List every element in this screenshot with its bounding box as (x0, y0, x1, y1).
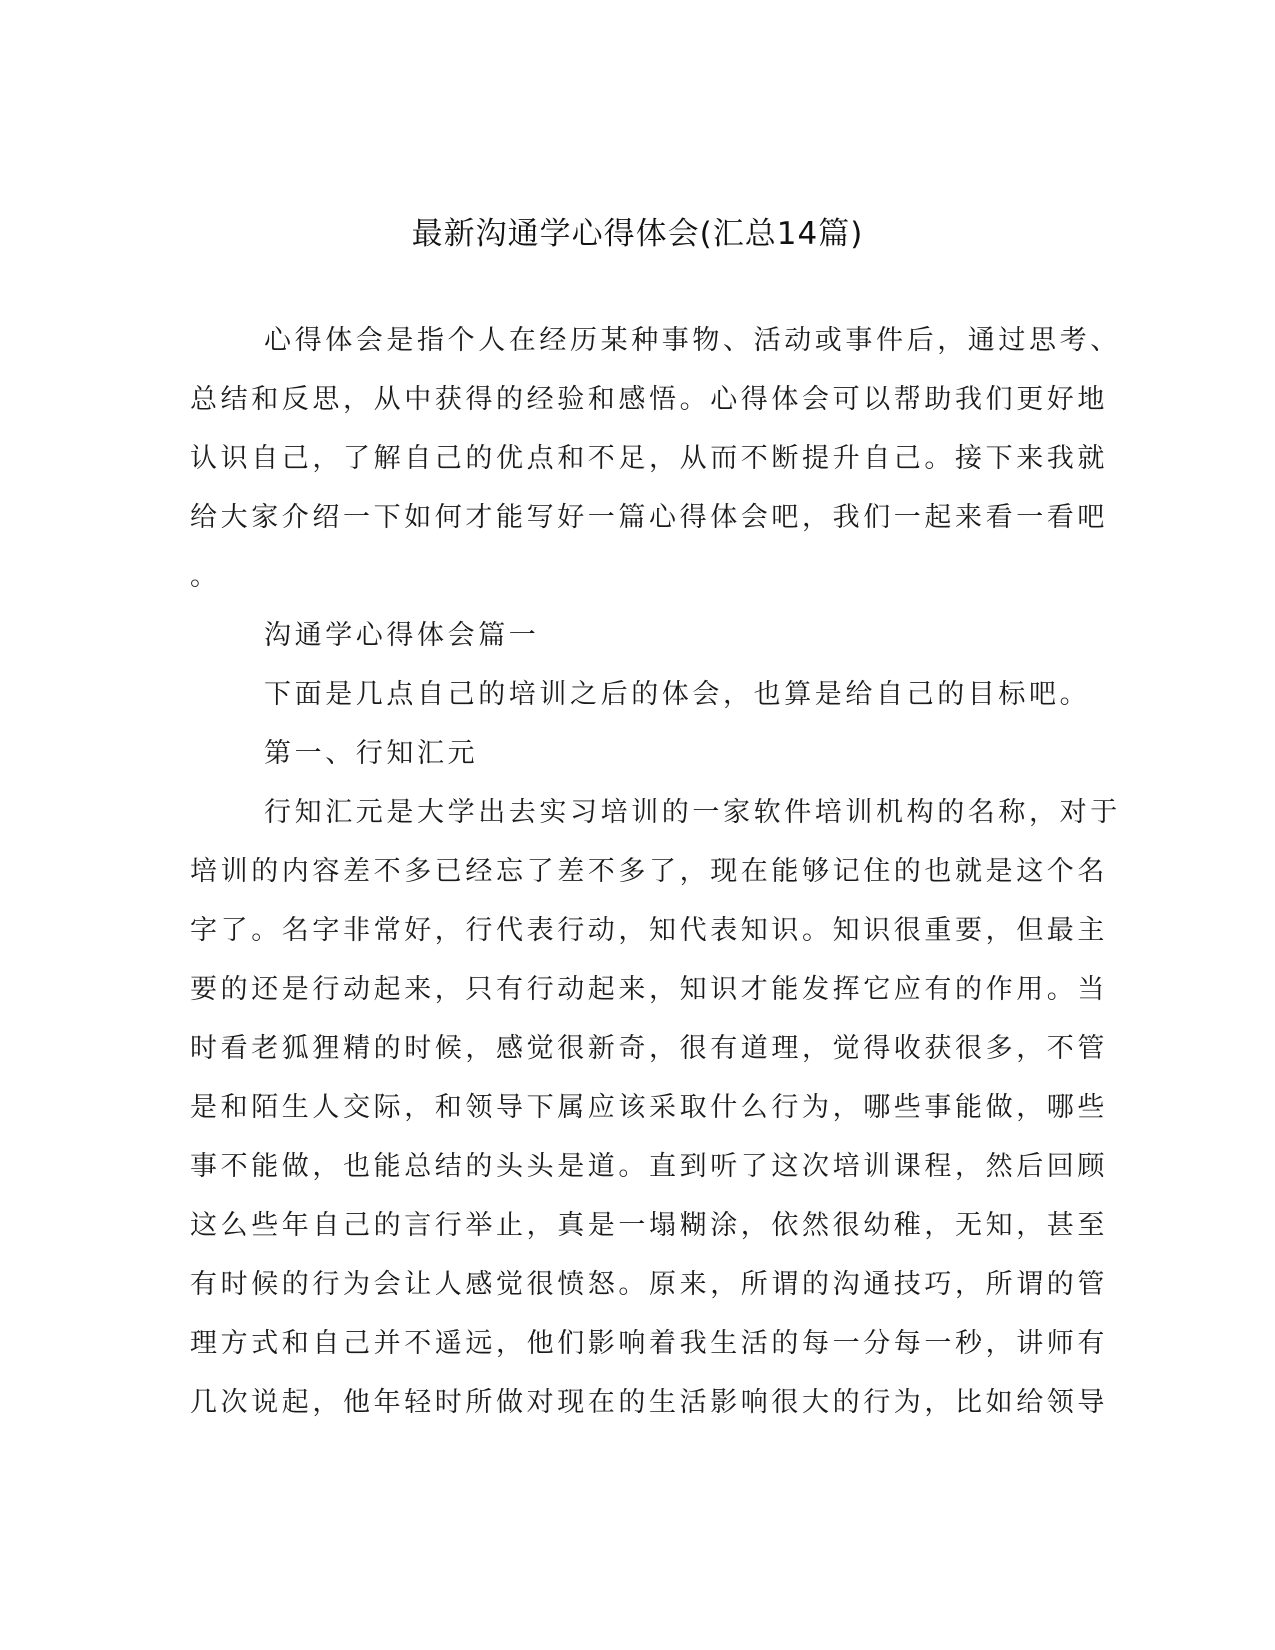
paragraph-line: 心得体会是指个人在经历某种事物、活动或事件后，通过思考、 (264, 325, 1121, 356)
paragraph-line: 几次说起，他年轻时所做对现在的生活影响很大的行为，比如给领导 (190, 1387, 1108, 1418)
paragraph-line: 培训的内容差不多已经忘了差不多了，现在能够记住的也就是这个名 (190, 856, 1108, 887)
paragraph-line: 是和陌生人交际，和领导下属应该采取什么行为，哪些事能做，哪些 (190, 1092, 1108, 1123)
paragraph-line: 字了。名字非常好，行代表行动，知代表知识。知识很重要，但最主 (190, 915, 1108, 946)
paragraph-line: 认识自己，了解自己的优点和不足，从而不断提升自己。接下来我就 (190, 443, 1108, 474)
document-title: 最新沟通学心得体会(汇总14篇) (411, 216, 864, 252)
paragraph-line: 下面是几点自己的培训之后的体会，也算是给自己的目标吧。 (264, 679, 1091, 710)
paragraph-line: 给大家介绍一下如何才能写好一篇心得体会吧，我们一起来看一看吧 (190, 502, 1108, 533)
paragraph-line: 总结和反思，从中获得的经验和感悟。心得体会可以帮助我们更好地 (190, 384, 1108, 415)
section-heading: 沟通学心得体会篇一 (264, 620, 540, 651)
paragraph-line: 。 (190, 561, 221, 592)
subsection-heading: 第一、行知汇元 (264, 738, 479, 769)
paragraph-line: 这么些年自己的言行举止，真是一塌糊涂，依然很幼稚，无知，甚至 (190, 1210, 1108, 1241)
paragraph-line: 有时候的行为会让人感觉很愤怒。原来，所谓的沟通技巧，所谓的管 (190, 1269, 1108, 1300)
paragraph-line: 行知汇元是大学出去实习培训的一家软件培训机构的名称，对于 (264, 797, 1121, 828)
paragraph-line: 时看老狐狸精的时候，感觉很新奇，很有道理，觉得收获很多，不管 (190, 1033, 1108, 1064)
paragraph-line: 事不能做，也能总结的头头是道。直到听了这次培训课程，然后回顾 (190, 1151, 1108, 1182)
paragraph-line: 要的还是行动起来，只有行动起来，知识才能发挥它应有的作用。当 (190, 974, 1108, 1005)
paragraph-line: 理方式和自己并不遥远，他们影响着我生活的每一分每一秒，讲师有 (190, 1328, 1108, 1359)
